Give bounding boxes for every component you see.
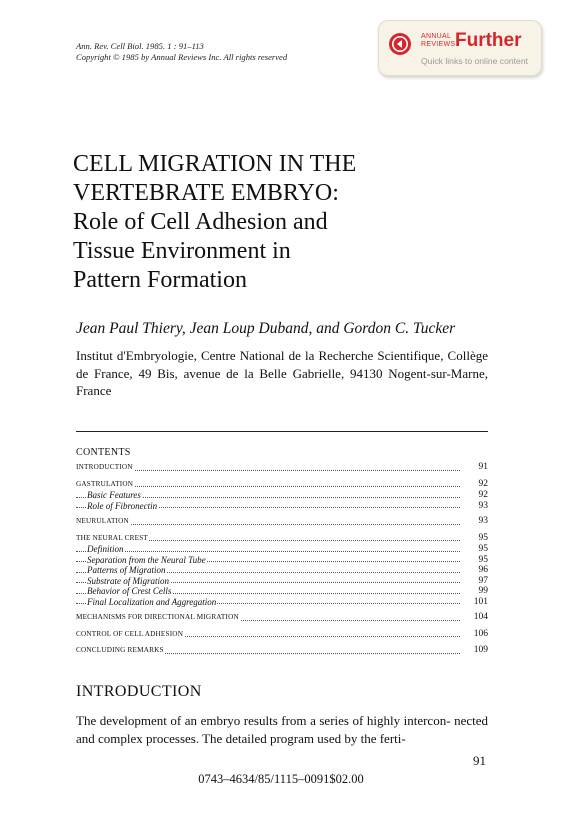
- toc-entry[interactable]: [76, 462, 488, 474]
- toc-page: 106: [473, 628, 488, 639]
- toc-entry[interactable]: [76, 576, 488, 587]
- play-arrow-icon: [389, 33, 411, 55]
- toc-entry[interactable]: [76, 501, 488, 512]
- toc-entry[interactable]: [76, 479, 488, 491]
- title-line: CELL MIGRATION IN THE: [73, 151, 357, 177]
- toc-label: Separation from the Neural Tube: [87, 554, 206, 565]
- toc-page: 95: [478, 544, 488, 554]
- toc-label: CONTROL OF CELL ADHESION: [76, 629, 184, 638]
- toc-page: 99: [478, 586, 488, 596]
- toc-label: MECHANISMS FOR DIRECTIONAL MIGRATION: [76, 613, 239, 621]
- toc-label: NEURULATION: [76, 517, 129, 525]
- toc-page: 93: [478, 500, 488, 511]
- footer-code: 0743–4634/85/1115–0091$02.00: [198, 772, 364, 786]
- toc-entry[interactable]: [76, 565, 488, 576]
- toc-label: Patterns of Migration: [87, 565, 166, 575]
- toc-page: 92: [478, 478, 488, 489]
- page-number: 91: [473, 753, 486, 768]
- body-paragraph: The development of an embryo results from a series of highly intercon- nected and complex processes. The detailed program used by the ferti-: [76, 713, 488, 746]
- toc-page: 95: [478, 532, 488, 543]
- toc-label: GASTRULATION: [76, 479, 134, 488]
- toc-entry[interactable]: [76, 490, 488, 501]
- toc-page: 92: [478, 490, 488, 500]
- citation: [76, 41, 287, 63]
- citation-journal: Ann. Rev. Cell Biol. 1985. 1 : 91–113: [76, 41, 204, 51]
- contents-heading: CONTENTS: [76, 447, 131, 458]
- toc-page: 109: [473, 645, 488, 655]
- section-heading: INTRODUCTION: [76, 683, 202, 700]
- toc-label: Behavior of Crest Cells: [87, 586, 172, 596]
- toc-label: Final Localization and Aggregation: [87, 596, 217, 607]
- toc-page: 95: [478, 554, 488, 565]
- further-label: Further: [455, 30, 522, 51]
- table-of-contents: [76, 462, 488, 657]
- citation-copyright: Copyright © 1985 by Annual Reviews Inc. All rights reserved: [76, 52, 288, 62]
- quick-links-link[interactable]: Quick links to online content: [421, 56, 529, 66]
- toc-entry[interactable]: [76, 629, 488, 641]
- toc-entry[interactable]: [76, 516, 488, 528]
- further-badge[interactable]: [378, 20, 542, 76]
- toc-entry[interactable]: [76, 544, 488, 555]
- toc-label: THE NEURAL CREST: [76, 533, 149, 542]
- divider: [76, 431, 488, 432]
- affiliation: Institut d'Embryologie, Centre National de la Recherche Scientifique, Collège de France, 49 Bis, avenue de la Belle Gabrielle, 94130 Nogent-sur-Marne, France: [76, 348, 488, 398]
- toc-label: Substrate of Migration: [87, 575, 170, 586]
- toc-entry[interactable]: [76, 586, 488, 597]
- title-line: VERTEBRATE EMBRYO:: [73, 180, 339, 206]
- toc-label: Basic Features: [87, 490, 141, 500]
- toc-page: 96: [478, 565, 488, 575]
- toc-label: Role of Fibronectin: [87, 500, 158, 511]
- toc-entry[interactable]: [76, 533, 488, 545]
- title-line: Pattern Formation: [73, 267, 247, 293]
- toc-label: Definition: [87, 544, 124, 554]
- toc-page: 101: [473, 596, 488, 607]
- toc-label: INTRODUCTION: [76, 463, 133, 471]
- toc-page: 104: [473, 612, 488, 622]
- toc-label: CONCLUDING REMARKS: [76, 646, 164, 654]
- title-line: Tissue Environment in: [73, 238, 291, 264]
- title-line: Role of Cell Adhesion and: [73, 209, 328, 235]
- toc-page: 93: [478, 516, 488, 526]
- annual-reviews-label: ANNUAL REVIEWS: [421, 33, 456, 48]
- toc-entry[interactable]: [76, 555, 488, 566]
- toc-page: 97: [478, 575, 488, 586]
- toc-page: 91: [478, 462, 488, 472]
- toc-entry[interactable]: [76, 597, 488, 608]
- authors: Jean Paul Thiery, Jean Loup Duband, and Gordon C. Tucker: [76, 320, 456, 337]
- article-title: [73, 150, 356, 295]
- toc-entry[interactable]: [76, 612, 488, 624]
- toc-entry[interactable]: [76, 645, 488, 657]
